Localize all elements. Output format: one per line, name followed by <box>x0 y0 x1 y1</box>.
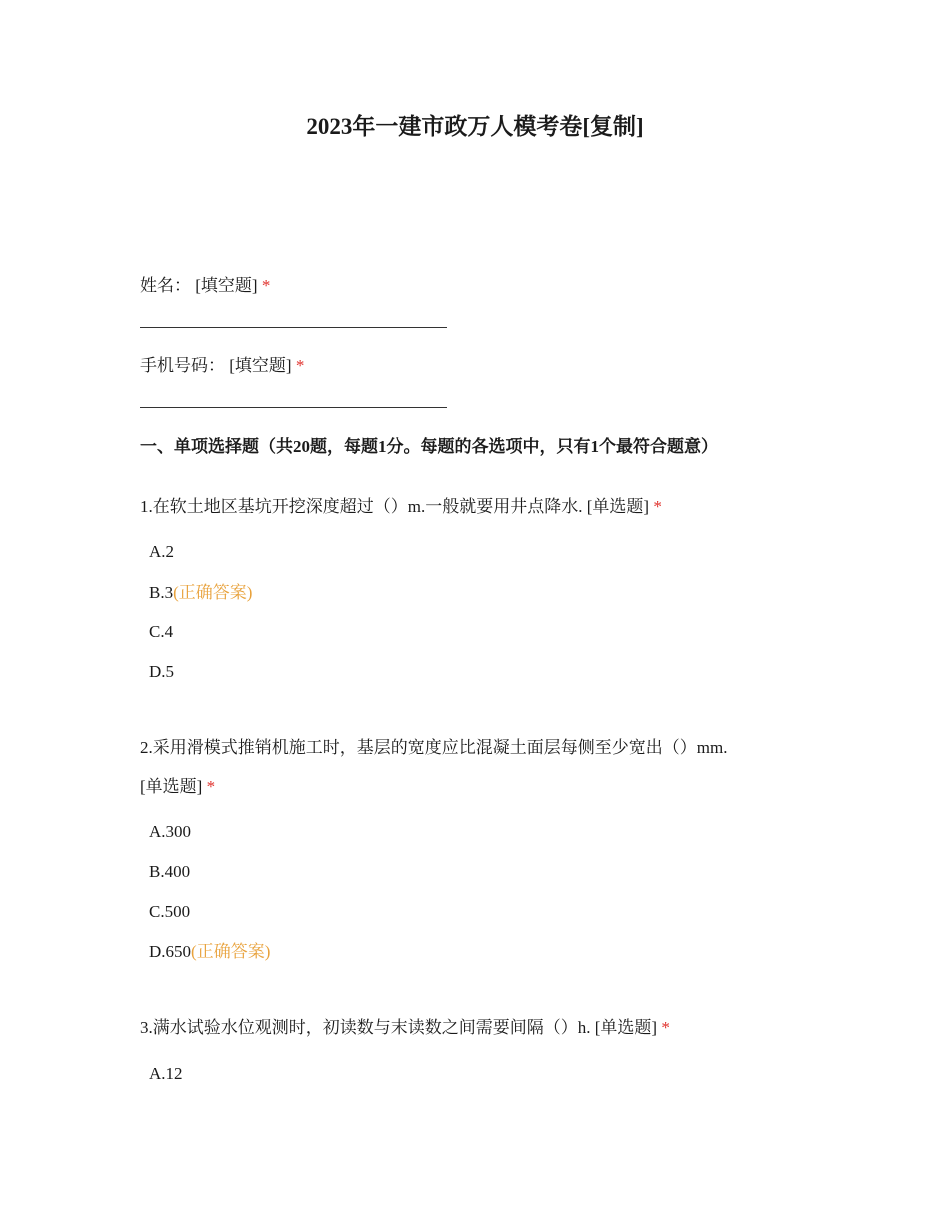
section-title: 一、单项选择题（共20题，每题1分。每题的各选项中，只有1个最符合题意） <box>140 437 718 456</box>
phone-input-line[interactable] <box>140 407 447 408</box>
option-label: D.650 <box>149 942 192 961</box>
phone-field-type: [填空题] <box>229 356 292 375</box>
name-input-line[interactable] <box>140 327 447 328</box>
name-field-label-row <box>140 273 270 299</box>
name-field-label: 姓名： <box>140 276 191 295</box>
question-2-stem-line1: 2.采用滑模式推销机施工时，基层的宽度应比混凝土面层每侧至少宽出（）mm. <box>140 738 728 757</box>
option-label: B.400 <box>149 862 191 881</box>
question-2-type: [单选题] <box>140 777 203 796</box>
question-1-option-d[interactable] <box>149 659 174 685</box>
option-label: B.3 <box>149 583 174 602</box>
question-3-text: 3.满水试验水位观测时，初读数与末读数之间需要间隔（）h. <box>140 1018 591 1037</box>
question-1-type: [单选题] <box>586 497 650 516</box>
required-mark: * <box>261 276 271 295</box>
question-2-option-c[interactable] <box>149 899 190 925</box>
question-3-type: [单选题] <box>594 1018 658 1037</box>
question-1-option-a[interactable] <box>149 539 174 565</box>
document-title: 2023年一建市政万人模考卷[复制] <box>306 114 644 139</box>
option-label: A.2 <box>149 542 175 561</box>
required-mark: * <box>661 1018 670 1037</box>
required-mark: * <box>295 356 305 375</box>
question-1-text: 1.在软土地区基坑开挖深度超过（）m.一般就要用井点降水. <box>140 497 583 516</box>
option-label: A.300 <box>149 822 192 841</box>
question-2-option-d[interactable] <box>149 939 270 965</box>
question-2-option-a[interactable] <box>149 819 191 845</box>
required-mark: * <box>653 497 662 516</box>
question-3-option-a[interactable] <box>149 1061 183 1087</box>
correct-answer-tag: (正确答案) <box>173 583 253 602</box>
option-label: C.4 <box>149 622 174 641</box>
question-1-option-c[interactable] <box>149 619 173 645</box>
name-field-type: [填空题] <box>195 276 258 295</box>
question-2-stem-line2 <box>140 774 800 800</box>
question-1-option-b[interactable] <box>149 580 252 606</box>
option-label: D.5 <box>149 662 175 681</box>
question-3-stem <box>140 1015 800 1041</box>
option-label: A.12 <box>149 1064 183 1083</box>
correct-answer-tag: (正确答案) <box>191 942 271 961</box>
question-1-stem <box>140 494 800 520</box>
option-label: C.500 <box>149 902 191 921</box>
phone-field-label-row <box>140 353 304 379</box>
question-2-option-b[interactable] <box>149 859 190 885</box>
phone-field-label: 手机号码： <box>140 356 225 375</box>
required-mark: * <box>206 777 216 796</box>
